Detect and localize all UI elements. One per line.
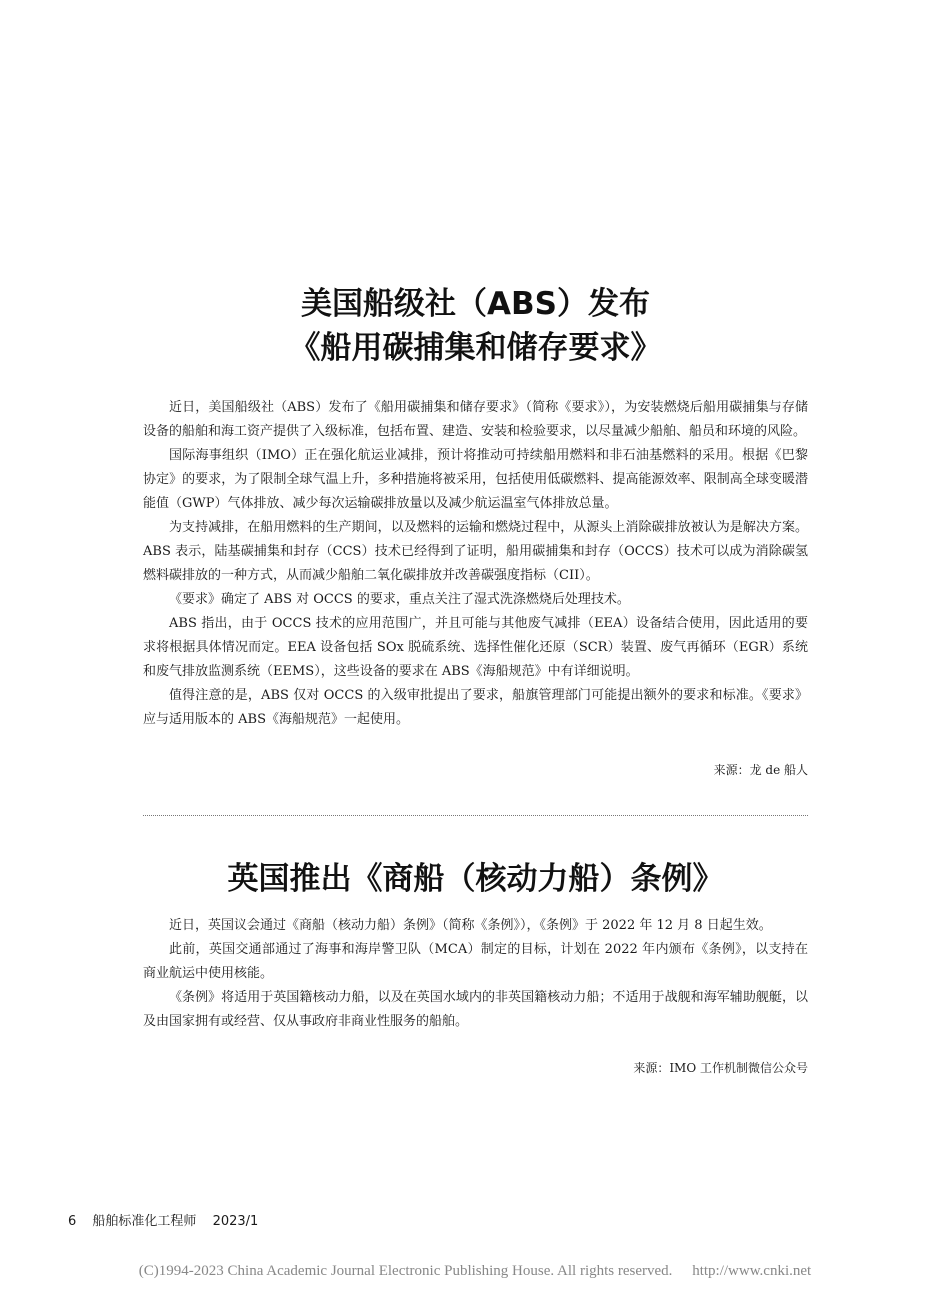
article2-paragraph: 近日，英国议会通过《商船（核动力船）条例》（简称《条例》），《条例》于 2022 年 12 月 8 日起生效。 xyxy=(169,918,772,933)
article1-title-line2: 《船用碳捕集和储存要求》 xyxy=(289,330,662,366)
article2-source: 来源：IMO 工作机制微信公众号 xyxy=(633,1061,808,1075)
article1-paragraph: 国际海事组织（IMO）正在强化航运业减排，预计将推动可持续船用燃料和非石油基燃料的采用。根据《巴黎协定》的要求，为了限制全球气温上升，多种措施将被采用，包括使用低碳燃料、提高能源效率、限制高全球变暖潜能值（GWP）气体排放、减少每次运输碳排放量以及减少航运温室气体排放总量。 xyxy=(143,448,808,511)
copyright-notice: (C)1994-2023 China Academic Journal Electronic Publishing House. All rights reserved. xyxy=(138,1263,673,1279)
article1-source: 来源：龙 de 船人 xyxy=(713,763,808,777)
article1-body xyxy=(143,396,808,732)
article1-title-line1: 美国船级社（ABS）发布 xyxy=(301,286,650,322)
article2-title: 英国推出《商船（核动力船）条例》 xyxy=(227,861,724,897)
article1-paragraph: ABS 指出，由于 OCCS 技术的应用范围广，并且可能与其他废气减排（EEA）设备结合使用，因此适用的要求将根据具体情况而定。EEA 设备包括 SOx 脱硫系统、选择性催化还原（SCR）装置、废气再循环（EGR）系统和废气排放监测系统（EEMS），这些设备的要求在 ABS《海船规范》中有详细说明。 xyxy=(143,616,808,679)
copyright-line xyxy=(30,1260,920,1282)
article2-body xyxy=(143,914,808,1034)
article2-paragraph: 《条例》将适用于英国籍核动力船，以及在英国水域内的非英国籍核动力船；不适用于战舰和海军辅助舰艇，以及由国家拥有或经营、仅从事政府非商业性服务的船舶。 xyxy=(143,990,808,1029)
copyright-url: http://www.cnki.net xyxy=(692,1263,812,1279)
article1-paragraph: 为支持减排，在船用燃料的生产期间，以及燃料的运输和燃烧过程中，从源头上消除碳排放被认为是解决方案。ABS 表示，陆基碳捕集和封存（CCS）技术已经得到了证明，船用碳捕集和封存（OCCS）技术可以成为消除碳氢燃料碳排放的一种方式，从而减少船舶二氧化碳排放并改善碳强度指标（CII）。 xyxy=(143,520,808,583)
article2-paragraph: 此前，英国交通部通过了海事和海岸警卫队（MCA）制定的目标，计划在 2022 年内颁布《条例》，以支持在商业航运中使用核能。 xyxy=(143,942,808,981)
article1-paragraph: 值得注意的是，ABS 仅对 OCCS 的入级审批提出了要求，船旗管理部门可能提出额外的要求和标准。《要求》应与适用版本的 ABS《海船规范》一起使用。 xyxy=(143,688,808,727)
article1-title xyxy=(143,282,808,370)
page-footer xyxy=(68,1212,270,1232)
page-number: 6 xyxy=(68,1214,77,1229)
article-divider xyxy=(143,815,808,816)
issue-number: 2023/1 xyxy=(212,1214,259,1229)
article1-paragraph: 近日，美国船级社（ABS）发布了《船用碳捕集和储存要求》（简称《要求》），为安装燃烧后船用碳捕集与存储设备的船舶和海工资产提供了入级标准，包括布置、建造、安装和检验要求，以尽量减少船舶、船员和环境的风险。 xyxy=(143,400,808,439)
journal-name: 船舶标准化工程师 xyxy=(92,1214,197,1229)
article1-paragraph: 《要求》确定了 ABS 对 OCCS 的要求，重点关注了湿式洗涤燃烧后处理技术。 xyxy=(169,592,630,607)
